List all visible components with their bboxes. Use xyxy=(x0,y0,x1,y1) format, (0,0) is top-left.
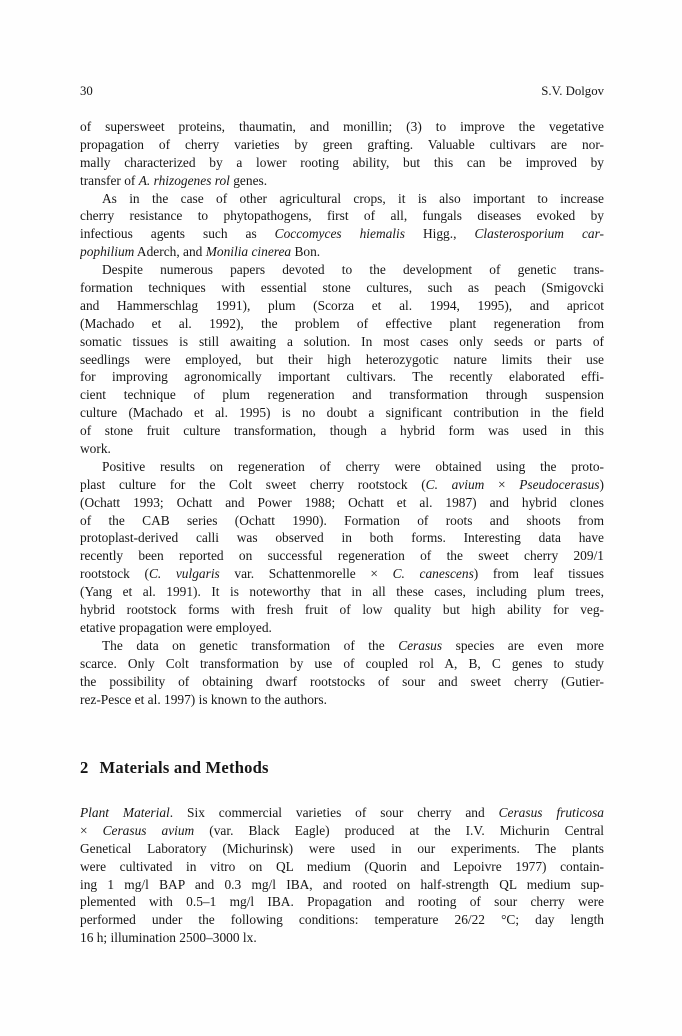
text-line xyxy=(80,601,604,619)
text-run: (var. Black Eagle) produced at the I.V. Michurin Central xyxy=(194,822,604,838)
text-line xyxy=(80,876,604,894)
text-run: were cultivated in vitro on QL medium (Quorin and Lepoivre 1977) contain- xyxy=(80,858,604,874)
text-run: × xyxy=(484,476,520,492)
text-line xyxy=(80,691,604,709)
text-line xyxy=(80,476,604,494)
text-run: cient technique of plum regeneration and transformation through suspension xyxy=(80,387,604,403)
text-run: 16 h; illumination 2500–3000 lx. xyxy=(80,930,257,946)
text-line xyxy=(80,840,604,858)
italic-text-run: Monilia cinerea xyxy=(205,244,292,260)
text-line xyxy=(80,929,604,947)
text-line xyxy=(80,512,604,530)
text-line xyxy=(80,315,604,333)
paragraph xyxy=(80,118,604,190)
text-line xyxy=(80,858,604,876)
text-run: rez-Pesce et al. 1997) is known to the authors. xyxy=(80,691,327,707)
text-run: culture (Machado et al. 1995) is no doubt a significant contribution in the field xyxy=(80,405,604,421)
text-run: of the CAB series (Ochatt 1990). Formation of roots and shoots from xyxy=(80,512,604,528)
text-run: Aderch, and xyxy=(134,244,206,260)
text-run: plast culture for the Colt sweet cherry rootstock ( xyxy=(80,476,426,492)
italic-text-run: Pseudocerasus xyxy=(519,476,600,492)
text-run: transfer of xyxy=(80,172,139,188)
text-run: (Machado et al. 1992), the problem of effective plant regeneration from xyxy=(80,315,604,331)
italic-text-run: C. canescens xyxy=(392,566,474,582)
methods-text-block xyxy=(80,804,604,947)
text-run: recently been reported on successful regeneration of the sweet cherry 209/1 xyxy=(80,548,604,564)
italic-text-run: C. avium xyxy=(425,476,485,492)
text-line xyxy=(80,279,604,297)
text-run: and Hammerschlag 1991), plum (Scorza et al. 1994, 1995), and apricot xyxy=(80,297,604,313)
section-number: 2 xyxy=(80,758,89,777)
text-run: propagation of cherry varieties by green grafting. Valuable cultivars are nor- xyxy=(80,136,604,152)
text-run: ing 1 mg/l BAP and 0.3 mg/l IBA, and rooted on half-strength QL medium sup- xyxy=(80,876,604,892)
text-run: rootstock ( xyxy=(80,566,149,582)
italic-text-run: Cerasus xyxy=(398,637,443,653)
text-run: species are even more xyxy=(442,637,604,653)
text-line xyxy=(80,440,604,458)
text-line xyxy=(80,404,604,422)
text-line xyxy=(80,804,604,822)
text-run: of stone fruit culture transformation, though a hybrid form was used in this xyxy=(80,423,604,439)
paragraph xyxy=(80,637,604,709)
text-line xyxy=(80,822,604,840)
italic-text-run: Plant Material xyxy=(80,805,170,820)
text-run: ) xyxy=(599,476,604,492)
text-run: Positive results on regeneration of cherry were obtained using the proto- xyxy=(102,458,604,474)
text-run: scarce. Only Colt transformation by use of coupled rol A, B, C genes to study xyxy=(80,655,604,671)
text-run: work. xyxy=(80,441,111,457)
text-line xyxy=(80,207,604,225)
text-run: infectious agents such as xyxy=(80,226,275,242)
text-run: somatic tissues is still awaiting a solution. In most cases only seeds or parts of xyxy=(80,333,604,349)
paragraph xyxy=(80,261,604,458)
section-title: Materials and Methods xyxy=(99,758,269,777)
italic-text-run: Cerasus avium xyxy=(102,822,195,838)
italic-text-run: Cerasus fruticosa xyxy=(498,805,604,820)
text-run: etative propagation were employed. xyxy=(80,619,272,635)
intro-text-block xyxy=(80,118,604,708)
text-run: As in the case of other agricultural crops, it is also important to increase xyxy=(102,190,604,206)
text-line xyxy=(80,190,604,208)
text-line xyxy=(80,529,604,547)
text-line xyxy=(80,565,604,583)
text-run: seedlings were employed, but their high heterozygotic nature limits their use xyxy=(80,351,604,367)
page-number: 30 xyxy=(80,84,93,98)
text-line xyxy=(80,422,604,440)
text-line xyxy=(80,154,604,172)
text-run: Genetical Laboratory (Michurinsk) were used in our experiments. The plants xyxy=(80,840,604,856)
text-line xyxy=(80,619,604,637)
text-run: of supersweet proteins, thaumatin, and monillin; (3) to improve the vegetative xyxy=(80,119,604,134)
text-run: (Yang et al. 1991). It is noteworthy that in all these cases, including plum trees, xyxy=(80,584,604,600)
text-run: formation techniques with essential stone cultures, such as peach (Smigovcki xyxy=(80,280,604,296)
text-line xyxy=(80,333,604,351)
text-line xyxy=(80,386,604,404)
text-run: Bon. xyxy=(291,244,321,260)
text-line xyxy=(80,494,604,512)
text-line xyxy=(80,297,604,315)
text-run: Despite numerous papers devoted to the development of genetic trans- xyxy=(102,262,604,278)
text-run: ) from leaf tissues xyxy=(473,566,604,582)
text-run: for improving agronomically important cultivars. The recently elaborated effi- xyxy=(80,369,604,385)
page-header xyxy=(80,84,604,99)
text-line xyxy=(80,118,604,136)
text-run: var. Schattenmorelle × xyxy=(219,566,393,582)
text-run: . Six commercial varieties of sour cherry and xyxy=(169,805,499,820)
text-line xyxy=(80,583,604,601)
text-run: hybrid rootstock forms with fresh fruit of low quality but high ability for veg- xyxy=(80,602,604,618)
text-line xyxy=(80,261,604,279)
text-run: performed under the following conditions: temperature 26/22 °C; day length xyxy=(80,912,604,928)
text-run: protoplast-derived calli was observed in both forms. Interesting data have xyxy=(80,530,604,546)
italic-text-run: A. rhizogenes rol xyxy=(138,172,230,188)
text-line xyxy=(80,172,604,190)
italic-text-run: C. vulgaris xyxy=(148,566,220,582)
text-run: Higg., xyxy=(404,226,475,242)
text-line xyxy=(80,655,604,673)
text-run: The data on genetic transformation of the xyxy=(102,637,399,653)
text-run: mally characterized by a lower rooting ability, but this can be improved by xyxy=(80,154,604,170)
text-line xyxy=(80,893,604,911)
text-line xyxy=(80,351,604,369)
text-run: (Ochatt 1993; Ochatt and Power 1988; Ochatt et al. 1987) and hybrid clones xyxy=(80,494,604,510)
section-heading xyxy=(80,757,604,779)
text-line xyxy=(80,136,604,154)
text-line xyxy=(80,547,604,565)
text-run: cherry resistance to phytopathogens, first of all, fungals diseases evoked by xyxy=(80,208,604,224)
text-run: genes. xyxy=(229,172,268,188)
paragraph xyxy=(80,190,604,262)
paragraph xyxy=(80,804,604,947)
text-line xyxy=(80,243,604,261)
text-line xyxy=(80,225,604,243)
italic-text-run: pophilium xyxy=(80,244,135,260)
text-line xyxy=(80,673,604,691)
paragraph xyxy=(80,458,604,637)
italic-text-run: Coccomyces hiemalis xyxy=(274,226,405,242)
text-line xyxy=(80,368,604,386)
text-run: plemented with 0.5–1 mg/l IBA. Propagation and rooting of sour cherry were xyxy=(80,894,604,910)
text-run: the possibility of obtaining dwarf rootstocks of sour and sweet cherry (Gutier- xyxy=(80,673,604,689)
text-line xyxy=(80,911,604,929)
text-line xyxy=(80,637,604,655)
running-head-author: S.V. Dolgov xyxy=(541,84,604,98)
text-run: × xyxy=(80,822,103,838)
italic-text-run: Clasterosporium car- xyxy=(474,226,604,242)
text-line xyxy=(80,458,604,476)
